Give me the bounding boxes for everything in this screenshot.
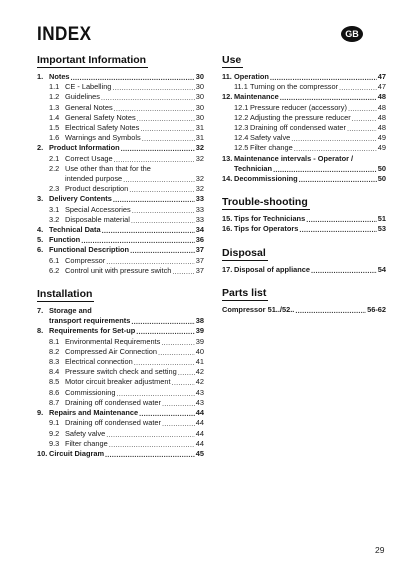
entry-number: 15. [222,214,233,224]
entry-title: Control unit with pressure switch [65,265,172,275]
dot-leader [161,338,194,347]
section-heading: Important Information [37,54,147,66]
entry-page: 30 [195,102,204,112]
entry-number: 5. [37,235,44,245]
entry-page: 43 [195,387,204,397]
dot-leader [134,358,195,367]
entry-title: Electrical connection [65,357,133,367]
entry-title: Maintenance intervals - Operator / [234,153,354,163]
entry-page: 44 [195,408,204,418]
dot-leader [299,226,376,235]
entry-page: 33 [195,214,204,224]
entry-page: 31 [195,133,204,143]
entry-number: 1.5 [49,123,60,133]
entry-page: 40 [195,346,204,356]
entry-page: 50 [377,163,386,173]
toc-entry [222,103,386,113]
left-column [37,50,204,467]
entry-title: Requirements for Set-up [49,326,136,336]
toc-entry [37,154,204,164]
dot-leader [117,389,195,398]
entry-title: Pressure switch check and setting [65,367,177,377]
entry-number: 9.3 [49,438,60,448]
entry-title: Environmental Requirements [65,336,161,346]
entry-number: 12.2 [234,112,249,122]
dot-leader [299,175,377,184]
section-heading: Parts list [222,286,267,299]
entry-title: Product Information [49,143,120,153]
entry-number: 8.4 [49,367,60,377]
toc-entry [222,92,386,102]
toc-entry [37,388,204,398]
entry-title: Draining off condensed water [250,123,347,133]
entry-page: 34 [195,225,204,235]
entry-number: 11.1 [234,82,248,92]
entry-number: 12.3 [234,123,249,133]
entry-page: 53 [377,224,386,234]
entry-number: 2.3 [49,184,60,194]
entry-page: 44 [195,418,204,428]
entry-title: General Safety Notes [65,112,136,122]
entry-number: 2.1 [49,153,60,163]
entry-number: 2.2 [49,163,60,173]
entry-number: 8.7 [49,397,60,407]
entry-page: 30 [195,92,204,102]
dot-leader [114,155,195,164]
entry-page: 39 [195,326,204,336]
entry-title: General Notes [65,102,113,112]
dot-leader [106,430,195,439]
toc-entry [37,398,204,408]
toc-entry [37,439,204,449]
entry-number: 1.1 [49,82,60,92]
dot-leader [112,83,194,92]
section-trouble-shooting [222,192,386,234]
entry-number: 12. [222,92,233,102]
entry-title: Operation [234,72,269,81]
entry-number: 17. [222,264,233,274]
entry-title: Decommissioning [234,174,298,184]
dot-leader [136,328,195,337]
section-installation [37,284,204,459]
entry-title: CE - Labelling [65,82,112,92]
entry-number: 3. [37,194,44,204]
entry-title: Notes [49,72,70,81]
dot-leader [113,196,195,205]
entry-title: Guidelines [65,92,100,102]
dot-leader [101,94,195,103]
entry-page: 50 [377,174,386,184]
dot-leader [172,379,195,388]
toc-entry [222,154,386,164]
toc-entry [37,337,204,347]
entry-page: 37 [195,245,204,255]
entry-page: 37 [195,265,204,275]
dot-leader [129,185,195,194]
dot-leader [140,124,194,133]
entry-number: 10. [37,448,48,458]
section-heading: Use [222,54,242,66]
entry-page: 32 [195,143,204,153]
entry-title: Commissioning [65,387,116,397]
dot-leader [270,73,377,82]
toc-entry [37,408,204,418]
entry-page: 30 [195,72,204,81]
entry-page: 44 [195,428,204,438]
entry-page: 44 [195,438,204,448]
dot-leader [109,440,195,449]
toc-entry [37,215,204,225]
entry-number: 1.6 [49,133,60,143]
toc-entry [37,377,204,387]
dot-leader [178,368,195,377]
section-use [222,50,386,184]
entry-page: 51 [377,214,386,224]
entry-number: 3.2 [49,214,60,224]
dot-leader [81,236,195,245]
entry-page: 32 [195,184,204,194]
entry-number: 1.3 [49,102,60,112]
toc-entry [37,184,204,194]
entry-title: Motor circuit breaker adjustment [65,377,171,387]
entry-number: 6.1 [49,255,60,265]
toc-entry [222,113,386,123]
entry-number: 12.4 [234,133,249,143]
section-heading: Installation [37,288,93,301]
toc-entry [37,103,204,113]
toc-entry [37,194,204,204]
dot-leader [102,226,195,235]
entry-number: 8.1 [49,336,60,346]
entry-number: 1.2 [49,92,60,102]
toc-entry [37,245,204,255]
entry-number: 1. [37,72,44,81]
entry-title: intended purpose [65,174,123,184]
entry-page: 47 [377,82,386,92]
dot-leader [106,257,195,266]
entry-title: Disposal of appliance [234,264,310,274]
dot-leader [306,215,377,224]
toc-entry [222,82,386,92]
entry-number: 16. [222,224,233,234]
entry-title: Use other than that for the [65,163,151,173]
toc-entry [222,123,386,133]
toc-entry [37,72,204,82]
entry-title: Special Accessories [65,204,131,214]
entry-number: 9.2 [49,428,60,438]
toc-entry [37,429,204,439]
dot-leader [139,409,195,418]
entry-title: Function [49,235,81,245]
dot-leader [132,206,195,215]
entry-title: transport requirements [49,316,131,326]
dot-leader [130,247,195,256]
right-column [222,50,386,323]
entry-title: Safety valve [65,428,106,438]
page-title: INDEX [37,24,92,45]
entry-page: 49 [377,143,386,153]
entry-page: 47 [377,72,386,81]
entry-number: 7. [37,306,44,316]
toc-entry [222,164,386,174]
toc-entry [37,347,204,357]
dot-leader [339,83,377,92]
toc-entry [222,224,386,234]
entry-page: 49 [377,133,386,143]
section-heading: Disposal [222,246,266,259]
toc-entry [37,418,204,428]
toc-entry [37,113,204,123]
toc-entry [37,225,204,235]
entry-number: 13. [222,153,233,163]
toc-entry [222,143,386,153]
dot-leader [71,73,195,82]
language-badge: GB [341,26,363,42]
entry-title: Correct Usage [65,153,113,163]
dot-leader [162,399,195,408]
section-parts-list [222,283,386,315]
toc-entry [222,133,386,143]
toc-entry [37,235,204,245]
entry-page: 38 [195,316,204,326]
toc-entry [37,256,204,266]
entry-number: 8.2 [49,346,60,356]
entry-page: 48 [377,102,386,112]
dot-leader [105,450,195,459]
entry-page: 48 [377,92,386,102]
toc-entry [37,306,204,316]
entry-title: Pressure reducer (accessory) [250,102,347,112]
entry-title: Circuit Diagram [49,448,105,458]
entry-page: 31 [195,123,204,133]
entry-page: 33 [195,204,204,214]
entry-number: 8.5 [49,377,60,387]
entry-title: Compressor [65,255,106,265]
entry-title: Tips for Technicians [234,214,306,224]
entry-number: 9. [37,408,44,418]
toc-entry [222,174,386,184]
entry-title: Draining off condensed water [65,397,162,407]
toc-entry [37,92,204,102]
entry-title: Disposable material [65,214,130,224]
toc-entry [37,266,204,276]
entry-page: 56-62 [367,304,386,314]
dot-leader [172,267,194,276]
dot-leader [280,94,377,103]
entry-title: Tips for Operators [234,224,299,234]
dot-leader [347,124,377,133]
toc-entry [37,367,204,377]
entry-number: 3.1 [49,204,60,214]
toc-entry [222,265,386,275]
dot-leader [311,266,377,275]
toc-entry [37,123,204,133]
entry-number: 1.4 [49,112,60,122]
entry-page: 48 [377,112,386,122]
toc-entry [37,82,204,92]
dot-leader [295,306,366,315]
entry-title: Filter change [65,438,108,448]
entry-number: 12.5 [234,143,249,153]
page-number: 29 [375,545,385,555]
toc-entry [37,143,204,153]
entry-title: Turning on the compressor [250,82,339,92]
dot-leader [137,114,195,123]
entry-page: 30 [195,112,204,122]
entry-title: Safety valve [250,133,291,143]
toc-entry [37,357,204,367]
entry-number: 12.1 [234,102,249,112]
section-heading: Trouble-shooting [222,196,308,209]
entry-page: 30 [195,82,204,92]
entry-number: 6.2 [49,265,60,275]
entry-page: 42 [195,377,204,387]
entry-number: 8.3 [49,357,60,367]
toc-entry [37,164,204,174]
entry-page: 42 [195,367,204,377]
dot-leader [273,165,377,174]
entry-title: Functional Description [49,245,130,255]
entry-title: Technician [234,163,273,173]
entry-page: 32 [195,174,204,184]
entry-page: 36 [195,235,204,245]
entry-page: 39 [195,336,204,346]
entry-title: Filter change [250,143,293,153]
toc-entry [222,305,386,315]
entry-page: 41 [195,357,204,367]
entry-number: 8.6 [49,387,60,397]
dot-leader [162,420,195,429]
entry-number: 14. [222,174,233,184]
entry-title: Compressor 51../52.. [222,304,295,314]
dot-leader [158,348,195,357]
toc-entry [37,205,204,215]
entry-title: Adjusting the pressure reducer [250,112,351,122]
entry-page: 32 [195,153,204,163]
dot-leader [114,104,195,113]
toc-entry [37,449,204,459]
entry-number: 9.1 [49,418,60,428]
entry-title: Product description [65,184,129,194]
entry-title: Compressed Air Connection [65,346,158,356]
entry-title: Warnings and Symbols [65,133,141,143]
toc-entry [37,316,204,326]
entry-title: Delivery Contents [49,194,112,204]
entry-number: 8. [37,326,44,336]
toc-entry [37,326,204,336]
toc-entry [222,214,386,224]
entry-number: 11. [222,72,232,81]
section-disposal [222,243,386,275]
entry-title: Draining off condensed water [65,418,162,428]
entry-page: 54 [377,264,386,274]
entry-number: 2. [37,143,44,153]
dot-leader [123,175,195,184]
entry-page: 48 [377,123,386,133]
toc-entry [37,174,204,184]
dot-leader [121,145,195,154]
entry-title: Storage and [49,306,92,316]
section-important-information [37,50,204,276]
dot-leader [294,145,377,154]
dot-leader [131,317,194,326]
dot-leader [348,104,377,113]
dot-leader [291,134,377,143]
entry-page: 45 [195,448,204,458]
entry-title: Electrical Safety Notes [65,123,140,133]
toc-entry [37,133,204,143]
entry-page: 43 [195,397,204,407]
entry-page: 33 [195,194,204,204]
entry-number: 6. [37,245,44,255]
dot-leader [131,216,195,225]
dot-leader [142,134,195,143]
dot-leader [352,114,377,123]
entry-title: Repairs and Maintenance [49,408,139,418]
entry-title: Technical Data [49,225,101,235]
entry-title: Maintenance [234,92,279,102]
toc-entry [222,72,386,82]
entry-page: 37 [195,255,204,265]
entry-number: 4. [37,225,44,235]
